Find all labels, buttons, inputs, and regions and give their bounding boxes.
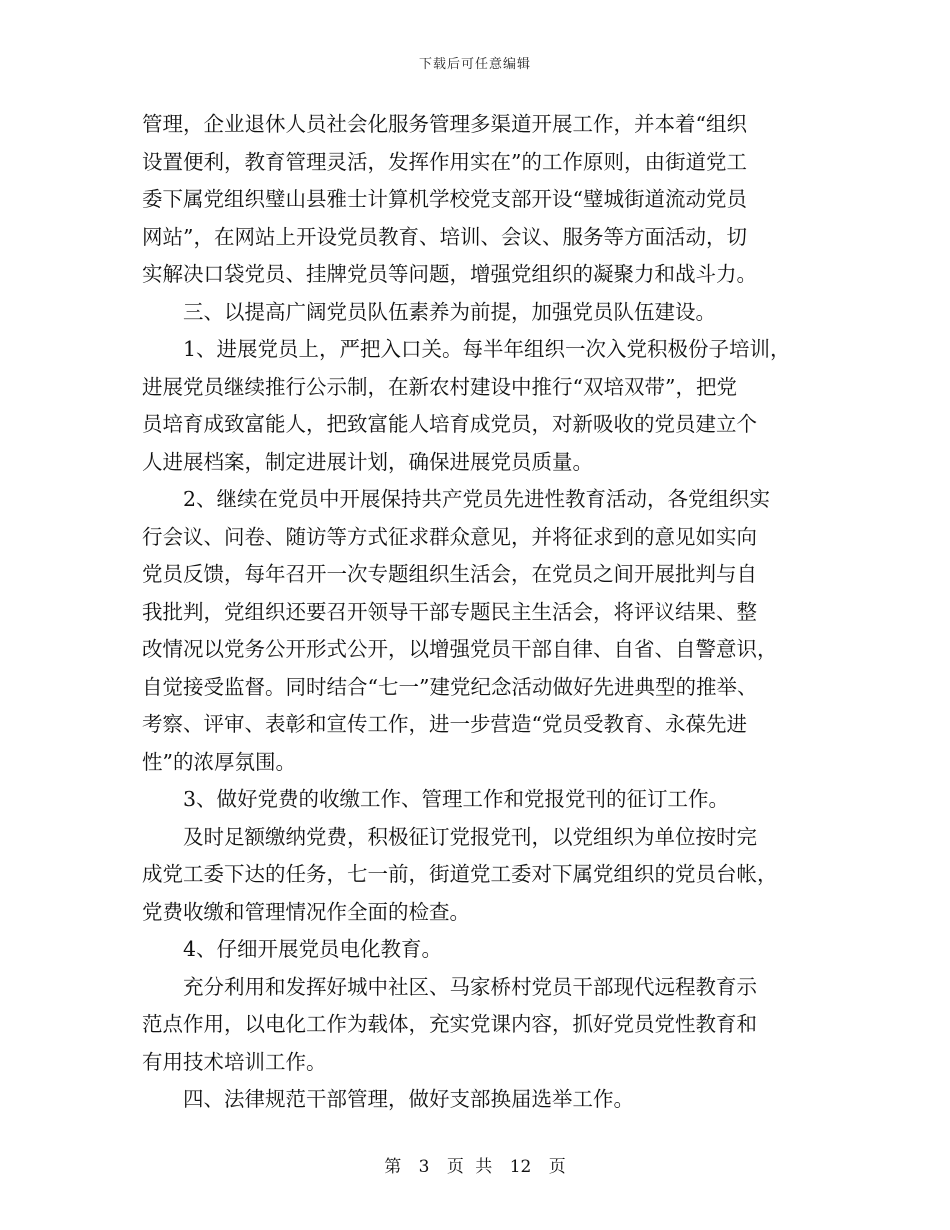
text-line: 我批判，党组织还要召开领导干部专题民主生活会，将评议结果、整 [142,599,757,624]
text-line: 性”的浓厚氛围。 [142,749,296,774]
text-line: 人进展档案，制定进展计划，确保进展党员质量。 [142,449,593,474]
text-line: 委下属党组织璧山县雅士计算机学校党支部开设“璧城街道流动党员 [142,187,747,211]
text-line: 三、以提高广阔党员队伍素养为前提，加强党员队伍建设。 [183,299,716,324]
text-line: 四、法律规范干部管理，做好支部换届选举工作。 [183,1087,634,1111]
text-line: 设置便利，教育管理灵活，发挥作用实在”的工作原则，由街道党工 [142,149,747,174]
text-line: 范点作用，以电化工作为载体，充实党课内容，抓好党员党性教育和 [142,1012,757,1036]
text-line: 2、继续在党员中开展保持共产党员先进性教育活动，各党组织实 [183,487,771,511]
text-line: 有用技术培训工作。 [142,1049,327,1074]
text-line: 3、做好党费的收缴工作、管理工作和党报党刊的征订工作。 [183,787,730,811]
text-line: 4、仔细开展党员电化教育。 [183,937,443,961]
footer-total-pages: 12 [509,1157,532,1177]
text-line: 党员反馈，每年召开一次专题组织生活会，在党员之间开展批判与自 [142,562,757,586]
text-line: 自觉接受监督。同时结合“七一”建党纪念活动做好先进典型的推举、 [142,674,758,699]
text-line: 行会议、问卷、随访等方式征求群众意见，并将征求到的意见如实向 [142,524,757,549]
body-text [142,106,822,1119]
footer-middle: 页 共 [446,1157,493,1177]
text-line: 成党工委下达的任务，七一前，街道党工委对下属党组织的党员台帐， [142,862,778,886]
footer-suffix: 页 [548,1157,566,1177]
text-line: 进展党员继续推行公示制，在新农村建设中推行“双培双带”，把党 [142,374,737,399]
text-line: 党费收缴和管理情况作全面的检查。 [142,899,470,924]
text-line: 充分利用和发挥好城中社区、马家桥村党员干部现代远程教育示 [183,974,757,999]
text-line: 实解决口袋党员、挂牌党员等问题，增强党组织的凝聚力和战斗力。 [142,262,757,286]
text-line: 及时足额缴纳党费，积极征订党报党刊，以党组织为单位按时完 [183,824,757,849]
footer-current-page: 3 [418,1157,430,1177]
text-line: 员培育成致富能人，把致富能人培育成党员，对新吸收的党员建立个 [142,412,757,436]
text-line: 改情况以党务公开形式公开，以增强党员干部自律、自省、自警意识， [142,637,778,661]
text-line: 管理，企业退休人员社会化服务管理多渠道开展工作，并本着“组织 [142,112,747,136]
text-line: 网站”，在网站上开设党员教育、培训、会议、服务等方面活动，切 [142,224,747,249]
text-line: 1、进展党员上，严把入口关。每半年组织一次入党积极份子培训， [183,337,791,361]
header-note: 下载后可任意编辑 [418,57,531,72]
page-number-footer [0,1152,950,1177]
footer-prefix: 第 [384,1157,402,1177]
text-line: 考察、评审、表彰和宣传工作，进一步营造“党员受教育、永葆先进 [142,712,747,736]
